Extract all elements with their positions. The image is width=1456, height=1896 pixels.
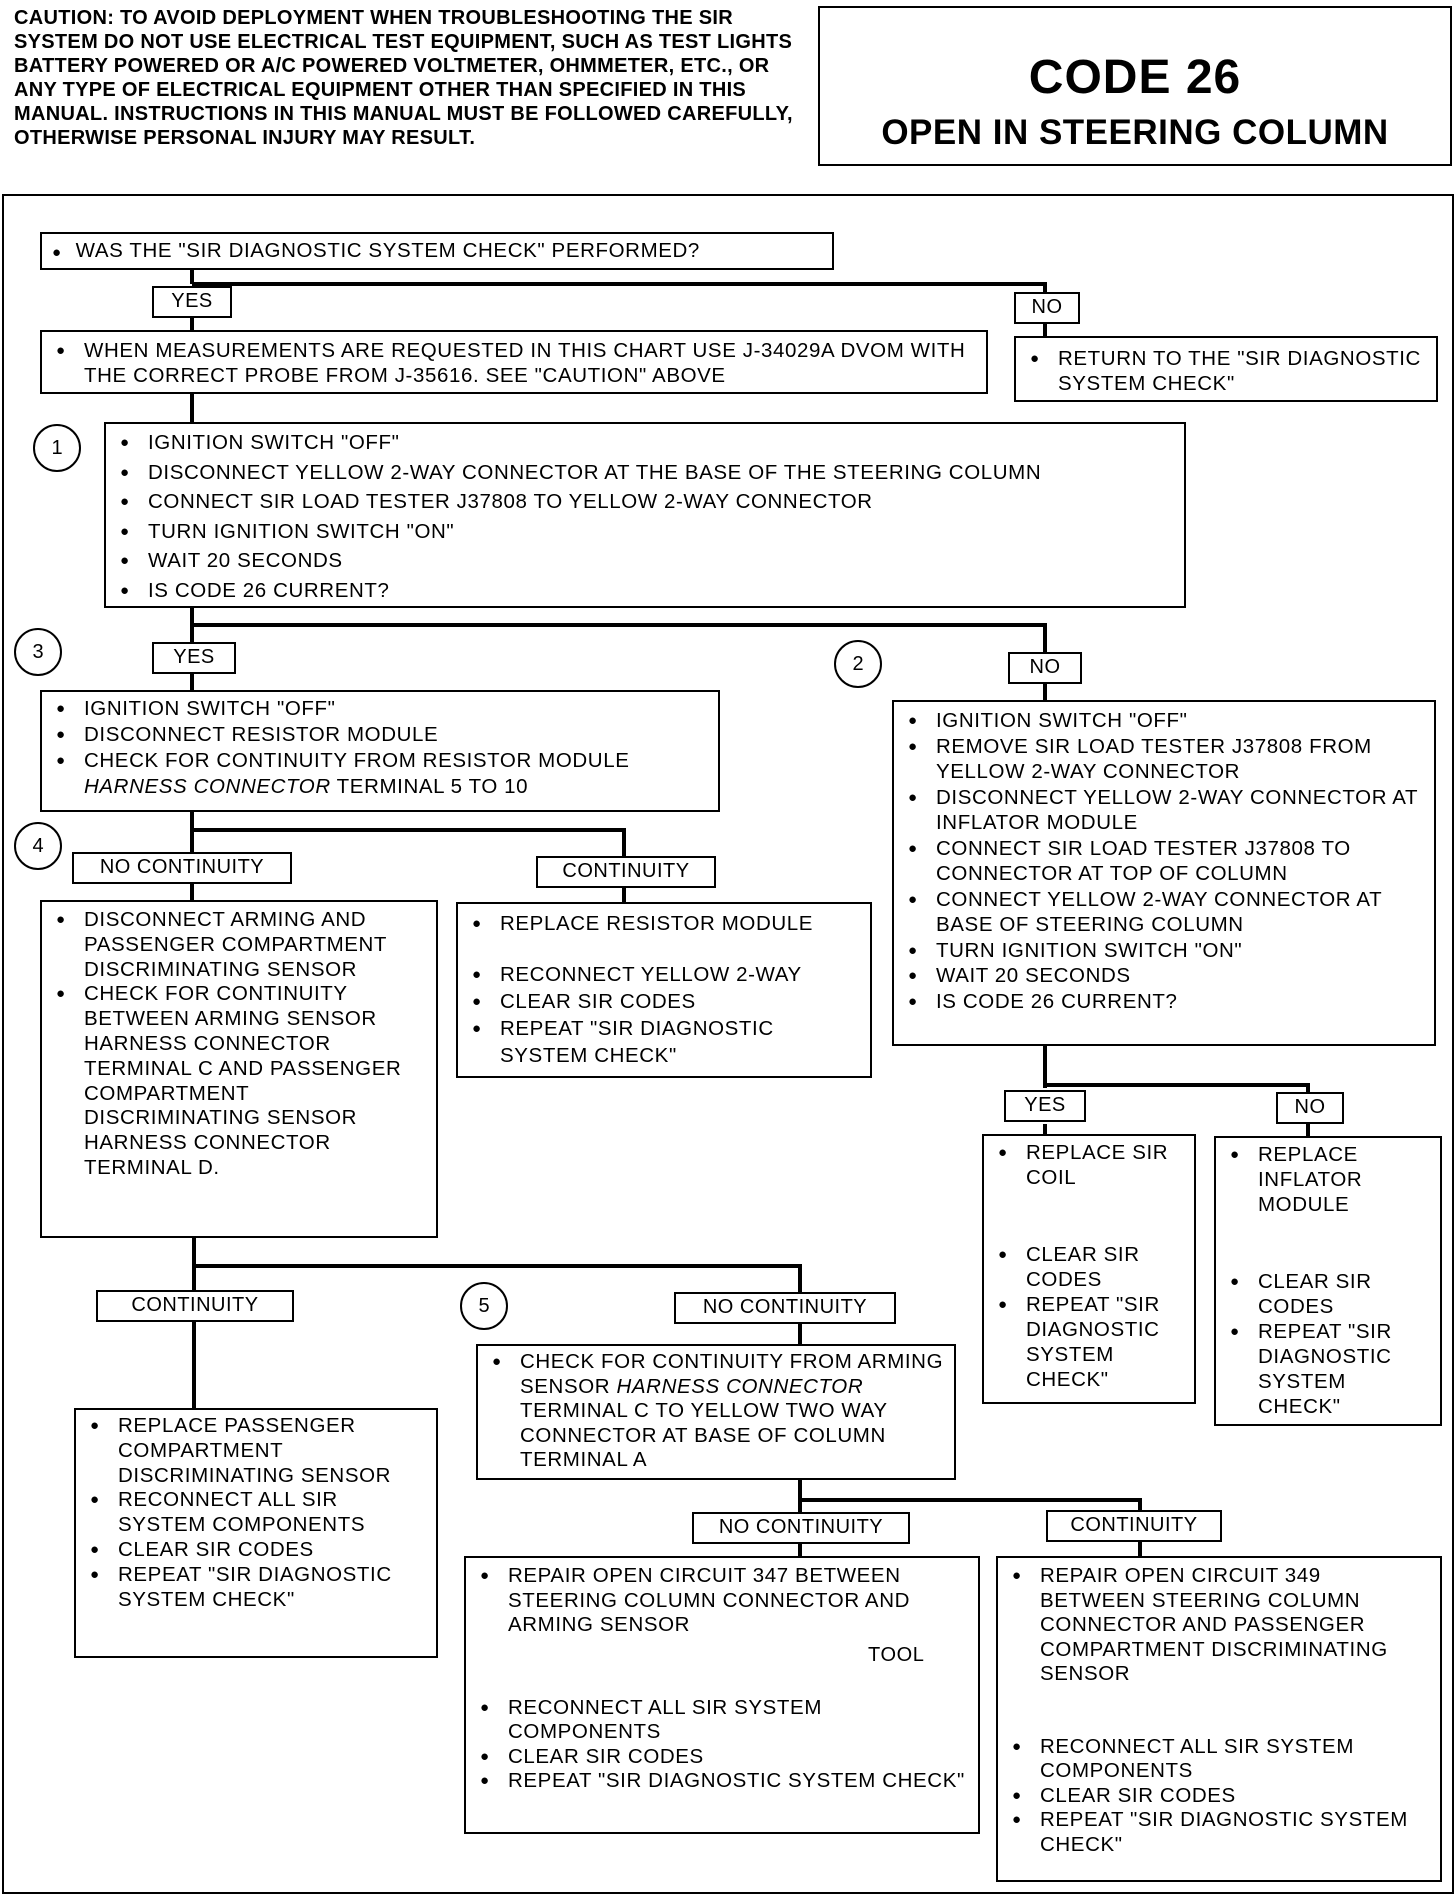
replace-coil-item: ● REPEAT "SIR DIAGNOSTIC SYSTEM CHECK" — [996, 1292, 1186, 1392]
step2-item: ● DISCONNECT YELLOW 2-WAY CONNECTOR AT INFLATOR MODULE — [906, 785, 1426, 836]
return-check-box — [1014, 336, 1438, 402]
step1-item: ● TURN IGNITION SWITCH "ON" — [118, 517, 1176, 547]
label-yes-top: YES — [152, 286, 232, 318]
label-no-top: NO — [1014, 292, 1080, 324]
label-continuity-step4: CONTINUITY — [96, 1290, 294, 1322]
step2-item: ● CONNECT SIR LOAD TESTER J37808 TO CONNECTOR AT TOP OF COLUMN — [906, 836, 1426, 887]
label-no-step2: NO — [1276, 1092, 1344, 1124]
repair-347-box — [464, 1556, 980, 1834]
replace-passenger-box — [74, 1408, 438, 1658]
bullet-icon: ● — [52, 244, 62, 261]
replace-coil-box — [982, 1134, 1196, 1404]
label-continuity-step5: CONTINUITY — [1046, 1510, 1222, 1542]
replace-inflator-item: ● REPEAT "SIR DIAGNOSTIC SYSTEM CHECK" — [1228, 1319, 1432, 1419]
step-number-3: 3 — [14, 628, 62, 676]
step-number-5: 5 — [460, 1282, 508, 1330]
label-no-continuity-step5: NO CONTINUITY — [692, 1512, 910, 1544]
label-no-continuity-step4: NO CONTINUITY — [674, 1292, 896, 1324]
step1-item: ● IGNITION SWITCH "OFF" — [118, 428, 1176, 458]
tool-text: TOOL — [868, 1644, 925, 1666]
label-no-continuity-step3: NO CONTINUITY — [72, 852, 292, 884]
replace-resistor-item: ● RECONNECT YELLOW 2-WAY — [470, 961, 862, 988]
replace-inflator-item: ● CLEAR SIR CODES — [1228, 1269, 1432, 1319]
caution-text: CAUTION: TO AVOID DEPLOYMENT WHEN TROUBLESHOOTING THE SIR SYSTEM DO NOT USE ELECTRICAL TEST EQUIPMENT, SUCH AS TEST LIGHTS BATTERY POWERED OR A/C POWERED VOLTMETER, OHMMETER, ETC., OR ANY TYPE OF ELECTRICAL EQUIPMENT OTHER THAN SPECIFIED IN THIS MANUAL. INSTRUCTIONS IN THIS MANUAL MUST BE FOLLOWED CAREFULLY, OTHERWISE PERSONAL INJURY MAY RESULT. — [14, 7, 793, 149]
step1-item: ● DISCONNECT YELLOW 2-WAY CONNECTOR AT THE BASE OF THE STEERING COLUMN — [118, 458, 1176, 488]
repair-349-item: ● CLEAR SIR CODES — [1010, 1784, 1432, 1809]
replace-coil-item: ● REPLACE SIR COIL — [996, 1140, 1186, 1190]
step4-item: ● DISCONNECT ARMING AND PASSENGER COMPARTMENT DISCRIMINATING SENSOR — [54, 908, 428, 982]
step2-item: ● WAIT 20 SECONDS — [906, 963, 1426, 989]
label-continuity-step3: CONTINUITY — [536, 856, 716, 888]
step2-item: ● IS CODE 26 CURRENT? — [906, 989, 1426, 1015]
step1-box — [104, 422, 1186, 608]
replace-resistor-box — [456, 902, 872, 1078]
step3-item: ● DISCONNECT RESISTOR MODULE — [54, 722, 710, 748]
step-number-4: 4 — [14, 822, 62, 870]
step-number-2: 2 — [834, 640, 882, 688]
step5-box — [476, 1344, 956, 1480]
step1-item: ● CONNECT SIR LOAD TESTER J37808 TO YELLOW 2-WAY CONNECTOR — [118, 487, 1176, 517]
step2-item: ● IGNITION SWITCH "OFF" — [906, 708, 1426, 734]
step4-item: ● CHECK FOR CONTINUITY BETWEEN ARMING SENSOR HARNESS CONNECTOR TERMINAL C AND PASSENGER COMPARTMENT DISCRIMINATING SENSOR HARNESS CONNECTOR TERMINAL D. — [54, 982, 428, 1180]
step5-text-part2: TERMINAL C TO YELLOW TWO WAY CONNECTOR AT BASE OF COLUMN TERMINAL A — [520, 1399, 888, 1471]
step3-item: ● IGNITION SWITCH "OFF" — [54, 696, 710, 722]
repair-347-item: ● CLEAR SIR CODES — [478, 1745, 970, 1770]
label-yes-step2: YES — [1004, 1090, 1086, 1122]
step4-box — [40, 900, 438, 1238]
step5-harness-text: HARNESS CONNECTOR — [616, 1374, 864, 1398]
replace-passenger-item: ● CLEAR SIR CODES — [88, 1538, 428, 1563]
step2-item: ● REMOVE SIR LOAD TESTER J37808 FROM YELLOW 2-WAY CONNECTOR — [906, 734, 1426, 785]
code-subtitle: OPEN IN STEERING COLUMN — [881, 113, 1389, 152]
question-performed-text: WAS THE "SIR DIAGNOSTIC SYSTEM CHECK" PERFORMED? — [75, 239, 700, 262]
step3-item-text: CHECK FOR CONTINUITY FROM RESISTOR MODULE — [84, 749, 630, 772]
step5-text-part1: CHECK FOR CONTINUITY FROM ARMING SENSOR — [520, 1350, 944, 1398]
repair-349-box — [996, 1556, 1442, 1882]
measurements-box — [40, 330, 988, 394]
code-title: CODE 26 — [1028, 51, 1242, 104]
repair-347-item: ● RECONNECT ALL SIR SYSTEM COMPONENTS — [478, 1696, 970, 1745]
repair-349-item: ● REPEAT "SIR DIAGNOSTIC SYSTEM CHECK" — [1010, 1808, 1432, 1857]
repair-347-item: ● REPAIR OPEN CIRCUIT 347 BETWEEN STEERING COLUMN CONNECTOR AND ARMING SENSOR — [478, 1564, 970, 1638]
replace-passenger-item: ● RECONNECT ALL SIR SYSTEM COMPONENTS — [88, 1488, 428, 1538]
label-yes-step1: YES — [152, 642, 236, 674]
step5-item — [490, 1350, 946, 1473]
replace-coil-item: ● CLEAR SIR CODES — [996, 1242, 1186, 1292]
replace-resistor-item: ● CLEAR SIR CODES — [470, 988, 862, 1015]
replace-inflator-box — [1214, 1136, 1442, 1426]
step2-item: ● CONNECT YELLOW 2-WAY CONNECTOR AT BASE OF STEERING COLUMN — [906, 887, 1426, 938]
step3-harness-text: HARNESS CONNECTOR — [84, 775, 331, 798]
step1-item: ● IS CODE 26 CURRENT? — [118, 576, 1176, 606]
step-number-1: 1 — [33, 424, 81, 472]
repair-347-item: ● REPEAT "SIR DIAGNOSTIC SYSTEM CHECK" — [478, 1769, 970, 1794]
repair-349-item: ● REPAIR OPEN CIRCUIT 349 BETWEEN STEERING COLUMN CONNECTOR AND PASSENGER COMPARTMENT DISCRIMINATING SENSOR — [1010, 1564, 1432, 1687]
step3-terminal-text: TERMINAL 5 TO 10 — [330, 775, 529, 798]
step3-box — [40, 690, 720, 812]
question-performed-box — [40, 232, 834, 270]
repair-349-item: ● RECONNECT ALL SIR SYSTEM COMPONENTS — [1010, 1735, 1432, 1784]
step2-item: ● TURN IGNITION SWITCH "ON" — [906, 938, 1426, 964]
replace-passenger-item: ● REPLACE PASSENGER COMPARTMENT DISCRIMINATING SENSOR — [88, 1414, 428, 1488]
replace-passenger-item: ● REPEAT "SIR DIAGNOSTIC SYSTEM CHECK" — [88, 1563, 428, 1613]
title-box — [818, 6, 1452, 166]
replace-resistor-item: ● REPEAT "SIR DIAGNOSTIC SYSTEM CHECK" — [470, 1015, 862, 1069]
step3-item — [54, 748, 710, 800]
label-no-step1: NO — [1008, 652, 1082, 684]
step2-box — [892, 700, 1436, 1046]
step1-item: ● WAIT 20 SECONDS — [118, 546, 1176, 576]
return-check-text: ● RETURN TO THE "SIR DIAGNOSTIC SYSTEM CHECK" — [1028, 346, 1428, 396]
replace-resistor-item: ● REPLACE RESISTOR MODULE — [470, 910, 862, 937]
replace-inflator-item: ● REPLACE INFLATOR MODULE — [1228, 1142, 1432, 1217]
measurements-text: ● WHEN MEASUREMENTS ARE REQUESTED IN THIS CHART USE J-34029A DVOM WITH THE CORRECT PROBE FROM J-35616. SEE "CAUTION" ABOVE — [54, 338, 978, 388]
